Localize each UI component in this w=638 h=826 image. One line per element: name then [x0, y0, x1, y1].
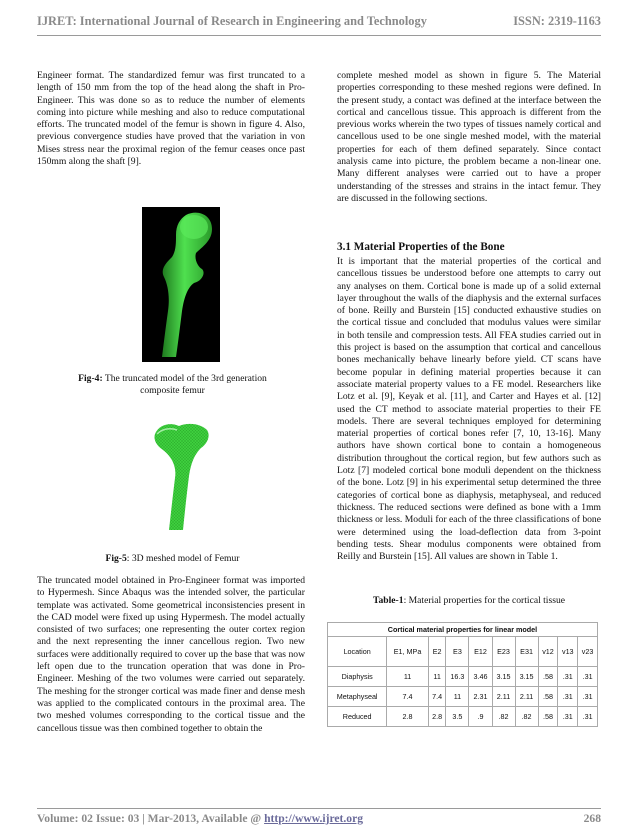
table-cell: .31	[558, 707, 578, 727]
table-cell: 3.46	[469, 667, 492, 687]
journal-link[interactable]: http://www.ijret.org	[264, 812, 364, 825]
table-header-row	[328, 637, 598, 667]
journal-title: IJRET: International Journal of Research in Engineering and Technology	[37, 14, 427, 28]
table-cell: Reduced	[328, 707, 387, 727]
table-header: v12	[538, 637, 558, 667]
material-properties-table	[327, 622, 598, 727]
table-cell: 2.8	[428, 707, 446, 727]
figure-5-caption	[60, 553, 285, 565]
page-header	[37, 14, 601, 34]
right-column-intro	[337, 70, 601, 205]
table-cell: 2.31	[469, 687, 492, 707]
table-cell: .31	[578, 667, 598, 687]
table-row	[328, 667, 598, 687]
table-cell: 7.4	[387, 687, 428, 707]
table-cell: 2.11	[515, 687, 538, 707]
left-column-intro	[37, 70, 305, 168]
table-cell: 11	[387, 667, 428, 687]
page-number: 268	[583, 812, 601, 825]
table-cell: .31	[578, 707, 598, 727]
table-cell: 3.15	[492, 667, 515, 687]
left-paragraph-2: The truncated model obtained in Pro-Engineer format was imported to Hypermesh. Since Abaqus was the intended solver, the particular template was activated. Some geometrical inconsistencies present in the CAD model were fixed up using Hypermesh. The model actually consisted of two surfaces; one representing the outer cortex region and the next representing the inner cancellous region. Two new surfaces were additionally required to cover up the base that was now left open due to the truncation operation that was done in Pro-Engineer. Meshing of the two volumes were carried out separately. The meshing for the stronger cortical was made finer and dense mesh was applied to the complicated contours in the proximal area. The two meshed volumes corresponding to the cortical tissue and the cancellous tissue was then combined together to obtain the	[37, 575, 305, 734]
table-caption	[337, 595, 601, 606]
table-cell: .31	[558, 687, 578, 707]
table-header: E1, MPa	[387, 637, 428, 667]
table-header: E31	[515, 637, 538, 667]
table-title-row	[328, 623, 598, 637]
table-header: v13	[558, 637, 578, 667]
table-cell: 7.4	[428, 687, 446, 707]
table-caption-text: : Material properties for the cortical tissue	[403, 595, 565, 606]
section-body	[337, 256, 601, 563]
volume-text: Volume: 02 Issue: 03 | Mar-2013, Available @	[37, 812, 265, 825]
figure-4-text: The truncated model of the 3rd generation composite femur	[102, 373, 267, 397]
table-cell: .31	[578, 687, 598, 707]
header-rule	[37, 35, 601, 36]
figure-5-text: : 3D meshed model of Femur	[126, 553, 240, 564]
table-header: v23	[578, 637, 598, 667]
meshed-femur-image	[149, 420, 213, 534]
table-cell: Diaphysis	[328, 667, 387, 687]
volume-info	[37, 812, 363, 825]
table-cell: .9	[469, 707, 492, 727]
figure-5-label: Fig-5	[105, 553, 127, 564]
table-cell: 11	[446, 687, 469, 707]
footer-rule	[37, 808, 601, 809]
table-header: Location	[328, 637, 387, 667]
table-cell: .82	[515, 707, 538, 727]
left-column-lower	[37, 575, 305, 735]
issn-label: ISSN: 2319-1163	[513, 14, 601, 28]
femur-model-image	[142, 207, 220, 362]
table-row	[328, 687, 598, 707]
section-heading: 3.1 Material Properties of the Bone	[337, 241, 505, 253]
table-cell: 16.3	[446, 667, 469, 687]
right-paragraph-1: complete meshed model as shown in figure 5. The Material properties corresponding to these meshed regions were defined. In the present study, a contact was defined at the interface between the cortical and cancellous tissue. This approach is different from the previous works wherein the two types of tissues namely cortical and cancellous used to be one single meshed model, with the material properties for each of them defined separately. Since contact analysis came into picture, the problem became a non-linear one. Many different analyses were carried out to have a proper understanding of the stresses and strains in the intact femur. They are discussed in the following sections.	[337, 70, 601, 204]
table-header: E3	[446, 637, 469, 667]
table-header: E12	[469, 637, 492, 667]
table-cell: .58	[538, 687, 558, 707]
table-cell: Metaphyseal	[328, 687, 387, 707]
table-header: E23	[492, 637, 515, 667]
table-cell: 2.8	[387, 707, 428, 727]
figure-4-truncated-femur	[142, 207, 220, 362]
table-cell: 3.15	[515, 667, 538, 687]
table-row	[328, 707, 598, 727]
section-paragraph: It is important that the material properties of the cortical and cancellous tissues be understood before one attempts to carry out any analyses on them. Cortical bone is made up of a solid external layer throughout the walls of the diaphysis and the external surfaces of bone. Reilly and Burstein [15] conducted exhaustive studies on the cortical tissue and concluded that modulus values were similar in both tensile and compression tests. All FEA studies carried out in this project is based on the assumption that cortical and cancellous bones mechanically behave linearly before yield. CT scans have become popular in defining material properties because it can associate material property values to a FE model. Researchers like Lotz et al. [9], Keyak et al. [11], and Carter and Hayes et al. [12] used the CT method to associate material properties to their FE models. There are several techniques employed for determining material properties of cortical bones refer [7, 10, 13-16]. Many authors have shown cortical bone to contain a homogeneous distribution throughout the cortical region, but few authors such as Lotz [7] modeled cortical bone moduli dependent on the thickness of the bone. Lotz [9] in his experimental setup determined the three categories of cortical bone as diaphysis, metaphyseal, and reduced thickness. The reduced sections were defined as bone with a 1mm thickness or less. Moduli for each of the three classifications of bone were determined using the load-deflection data from 3-point bending tests. Shear modulus components were obtained from Reilly and Burstein [15]. All values are shown in Table 1.	[337, 256, 601, 563]
table-title: Cortical material properties for linear model	[328, 623, 598, 637]
figure-5-meshed-femur	[149, 420, 213, 534]
table-cell: 11	[428, 667, 446, 687]
table-cell: .58	[538, 707, 558, 727]
table-cell: .58	[538, 667, 558, 687]
table-cell: .31	[558, 667, 578, 687]
table-header: E2	[428, 637, 446, 667]
left-paragraph-1: Engineer format. The standardized femur was first truncated to a length of 150 mm from the top of the head along the shaft in Pro-Engineer. This was done so as to reduce the number of elements coming into picture while meshing and also to reduce computational efforts. The truncated model of the femur is shown in figure 4. Also, previous convergence studies have proved that the variation in von Mises stress near the proximal region of the femur ceases once past 150mm along the shaft [9].	[37, 70, 305, 168]
table-cell: 3.5	[446, 707, 469, 727]
figure-4-label: Fig-4:	[78, 373, 103, 384]
figure-4-caption	[60, 373, 285, 398]
table-cell: .82	[492, 707, 515, 727]
table-cell: 2.11	[492, 687, 515, 707]
page-footer	[37, 812, 601, 826]
table-label: Table-1	[372, 595, 404, 606]
